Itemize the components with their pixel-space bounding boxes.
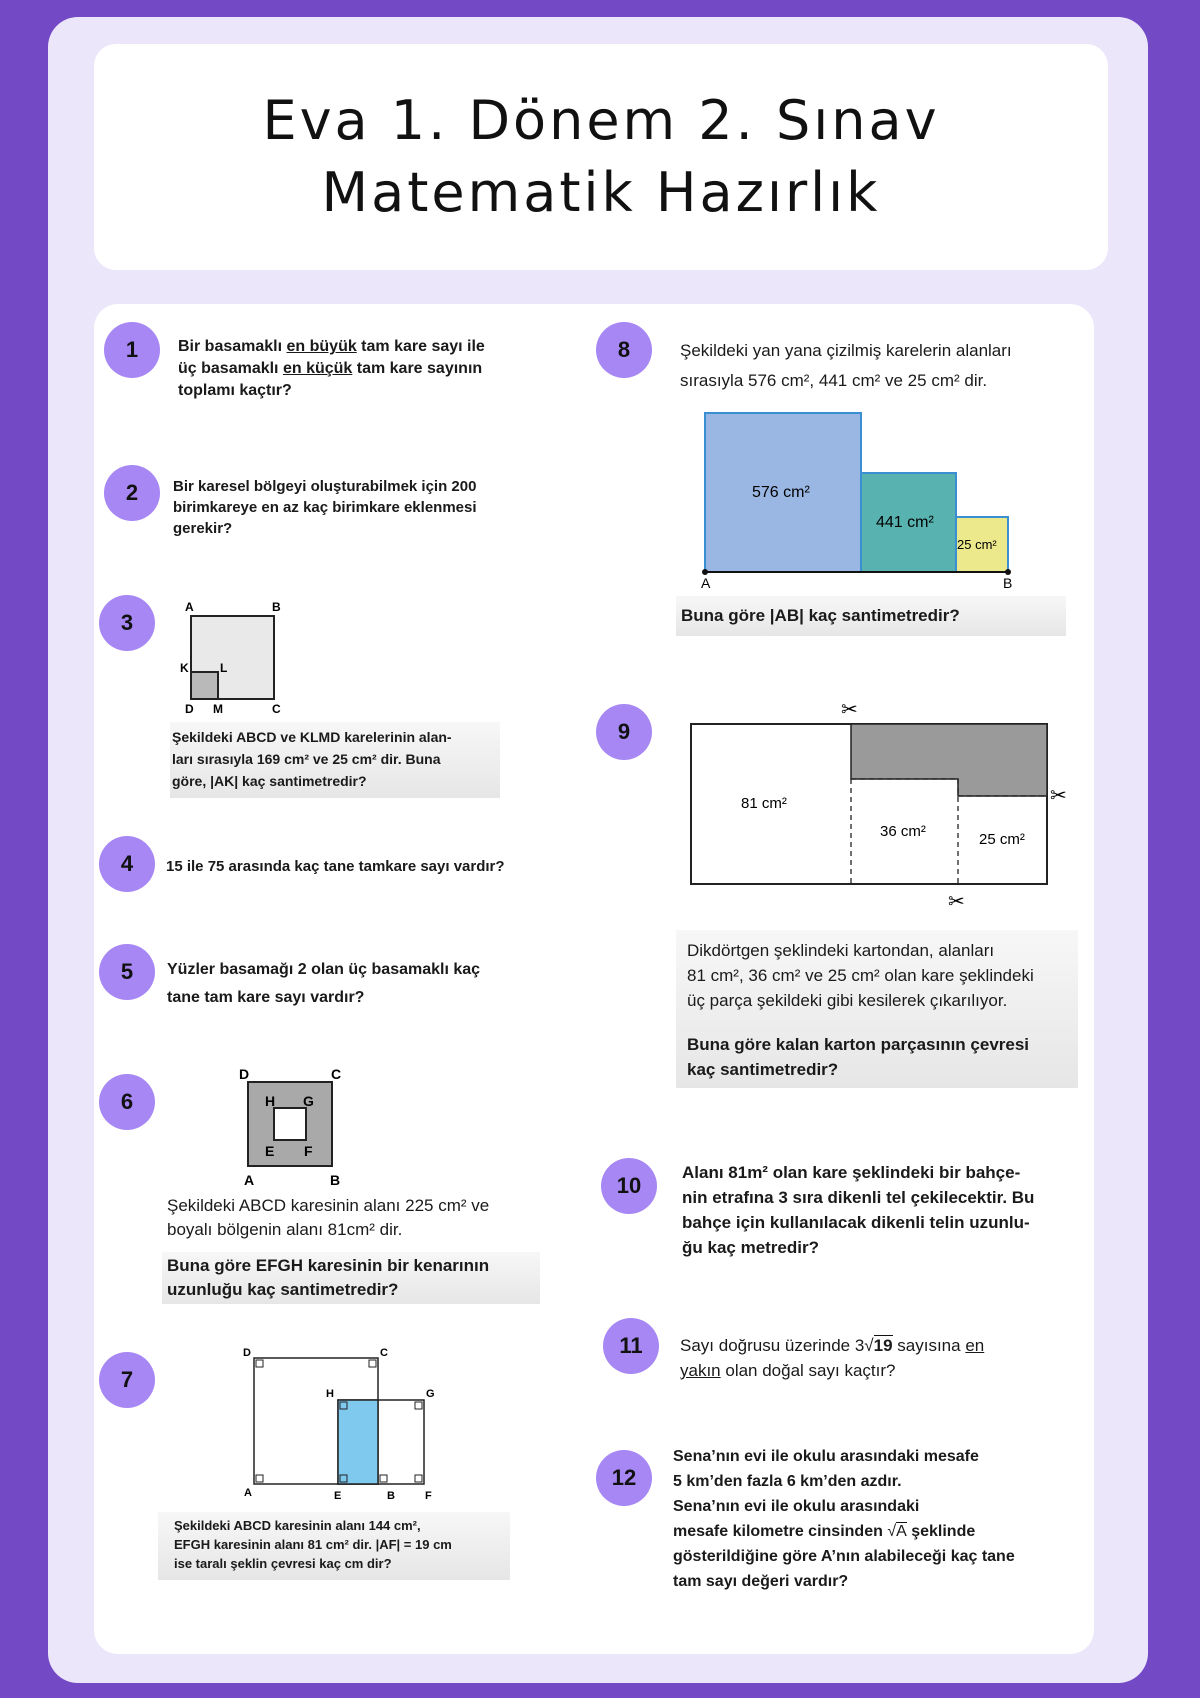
q6-label-G: G	[303, 1093, 314, 1109]
q3-label-K: K	[180, 661, 189, 675]
q7-line-1: Şekildeki ABCD karesinin alanı 144 cm²,	[174, 1518, 421, 1533]
q8-area-576: 576 cm²	[752, 484, 810, 501]
q7-label-H: H	[326, 1388, 334, 1400]
q3-line-1: Şekildeki ABCD ve KLMD karelerinin alan-	[172, 729, 452, 745]
q10-line-2: nin etrafına 3 sıra dikenli tel çekilecektir. Bu	[682, 1188, 1035, 1207]
question-number-1: 1	[104, 322, 160, 378]
question-number-9: 9	[596, 704, 652, 760]
q3-label-L: L	[220, 661, 228, 675]
q9-line-4: Buna göre kalan karton parçasının çevresi	[687, 1035, 1030, 1054]
question-7-text	[174, 1516, 452, 1573]
question-1-text	[178, 336, 485, 402]
q12-line-3: Sena’nın evi ile okulu arasındaki	[673, 1498, 920, 1515]
question-4-text: 15 ile 75 arasında kaç tane tamkare sayı vardır?	[166, 858, 505, 875]
scissors-icon: ✂	[1050, 785, 1067, 807]
question-9-text	[687, 938, 1034, 1013]
q7-label-E: E	[334, 1490, 342, 1502]
q6-line-3: Buna göre EFGH karesinin bir kenarının	[167, 1256, 490, 1275]
q11-underline-en: en	[965, 1336, 985, 1355]
q3-label-B: B	[272, 600, 281, 614]
question-number-2: 2	[104, 465, 160, 521]
q7-label-D: D	[243, 1347, 251, 1359]
q11-text-b: sayısına	[892, 1336, 966, 1355]
question-9-ask	[687, 1032, 1029, 1082]
q9-line-1: Dikdörtgen şeklindeki kartondan, alanları	[687, 941, 995, 960]
q12-line-2: 5 km’den fazla 6 km’den azdır.	[673, 1473, 902, 1490]
q7-line-2: EFGH karesinin alanı 81 cm² dir. |AF| = 19 cm	[174, 1537, 452, 1552]
q11-radicand: 19	[873, 1336, 893, 1355]
sqrt-icon: √	[887, 1523, 897, 1540]
q6-label-F: F	[304, 1143, 313, 1159]
q2-line-3: gerekir?	[173, 520, 233, 537]
q6-square-figure	[236, 1064, 348, 1188]
question-number-12: 12	[596, 1450, 652, 1506]
q9-area-81: 81 cm²	[741, 795, 787, 812]
question-number-10: 10	[601, 1158, 657, 1214]
q8-line-2: sırasıyla 576 cm², 441 cm² ve 25 cm² dir.	[680, 371, 988, 390]
title-card	[94, 44, 1108, 270]
q8-area-25: 25 cm²	[957, 537, 997, 552]
q6-label-E: E	[265, 1143, 275, 1159]
title-line-1: Eva 1. Dönem 2. Sınav	[262, 89, 940, 152]
question-2-text	[173, 476, 477, 539]
q3-label-M: M	[213, 702, 223, 716]
question-number-5: 5	[99, 944, 155, 1000]
q6-label-D: D	[239, 1066, 250, 1082]
q6-label-B: B	[330, 1172, 341, 1188]
q3-label-C: C	[272, 702, 281, 716]
question-12-text	[673, 1444, 1015, 1594]
question-number-7: 7	[99, 1352, 155, 1408]
q6-label-H: H	[265, 1093, 276, 1109]
q7-label-C: C	[380, 1347, 388, 1359]
q10-line-4: ğu kaç metredir?	[682, 1238, 819, 1257]
q7-label-A: A	[244, 1487, 252, 1499]
q11-text-a: Sayı doğrusu üzerinde 3	[680, 1336, 865, 1355]
q7-label-G: G	[426, 1388, 435, 1400]
question-number-6: 6	[99, 1074, 155, 1130]
q7-label-F: F	[425, 1490, 432, 1502]
q12-line-4b: şeklinde	[906, 1523, 976, 1540]
q3-label-D: D	[185, 702, 194, 716]
question-10-text	[682, 1160, 1034, 1260]
q3-square-figure	[176, 598, 286, 716]
q2-line-2: birimkareye en az kaç birimkare eklenmesi	[173, 499, 477, 516]
q9-line-5: kaç santimetredir?	[687, 1060, 839, 1079]
question-8-ask: Buna göre |AB| kaç santimetredir?	[681, 606, 960, 625]
q6-label-C: C	[331, 1066, 342, 1082]
q11-underline-yakin: yakın	[680, 1361, 721, 1380]
q1-text-a: Bir basamaklı	[178, 338, 287, 355]
q7-label-B: B	[387, 1490, 395, 1502]
q5-line-2: tane tam kare sayı vardır?	[167, 989, 365, 1006]
q10-line-1: Alanı 81m² olan kare şeklindeki bir bahçe-	[682, 1163, 1021, 1182]
question-11-text	[680, 1333, 984, 1383]
q11-text-e: olan doğal sayı kaçtır?	[720, 1361, 896, 1380]
q9-cardboard-figure	[686, 696, 1076, 916]
q6-line-4: uzunluğu kaç santimetredir?	[167, 1280, 399, 1299]
title-line-2: Matematik Hazırlık	[321, 161, 881, 224]
q9-area-25: 25 cm²	[979, 831, 1025, 848]
q12-line-6: tam sayı değeri vardır?	[673, 1573, 849, 1590]
q12-line-5: gösterildiğine göre A’nın alabileceği kaç tane	[673, 1548, 1015, 1565]
q7-squares-figure	[238, 1344, 440, 1506]
q6-line-1: Şekildeki ABCD karesinin alanı 225 cm² ve	[167, 1196, 490, 1215]
q6-line-2: boyalı bölgenin alanı 81cm² dir.	[167, 1220, 403, 1239]
q8-label-A: A	[701, 575, 711, 591]
q3-line-2: ları sırasıyla 169 cm² ve 25 cm² dir. Buna	[172, 751, 441, 767]
q12-line-1: Sena’nın evi ile okulu arasındaki mesafe	[673, 1448, 979, 1465]
question-6-text	[167, 1194, 489, 1242]
question-3-text	[172, 726, 452, 792]
q10-line-3: bahçe için kullanılacak dikenli telin uzunlu-	[682, 1213, 1030, 1232]
question-5-text	[167, 956, 480, 1012]
question-6-ask	[167, 1254, 489, 1302]
q5-line-1: Yüzler basamağı 2 olan üç basamaklı kaç	[167, 961, 481, 978]
question-number-3: 3	[99, 595, 155, 651]
q1-text-f: tam kare sayının	[352, 360, 483, 377]
q1-text-c: tam kare sayı ile	[356, 338, 485, 355]
scissors-icon: ✂	[948, 891, 965, 913]
q12-radicand: A	[896, 1523, 907, 1540]
q3-line-3: göre, |AK| kaç santimetredir?	[172, 773, 367, 789]
q9-line-2: 81 cm², 36 cm² ve 25 cm² olan kare şeklindeki	[687, 966, 1034, 985]
scissors-icon: ✂	[841, 699, 858, 721]
q9-area-36: 36 cm²	[880, 823, 926, 840]
q8-line-1: Şekildeki yan yana çizilmiş karelerin alanları	[680, 341, 1012, 360]
q12-line-4a: mesafe kilometre cinsinden	[673, 1523, 888, 1540]
q2-line-1: Bir karesel bölgeyi oluşturabilmek için 200	[173, 478, 477, 495]
q8-label-B: B	[1003, 575, 1013, 591]
q1-underline-1: en büyük	[286, 338, 357, 355]
q3-label-A: A	[185, 600, 194, 614]
sqrt-icon: √	[864, 1336, 874, 1355]
q7-line-3: ise taralı şeklin çevresi kaç cm dir?	[174, 1556, 392, 1571]
q9-line-3: üç parça şekildeki gibi kesilerek çıkarılıyor.	[687, 991, 1008, 1010]
q6-label-A: A	[244, 1172, 255, 1188]
q1-text-g: toplamı kaçtır?	[178, 382, 292, 399]
question-number-8: 8	[596, 322, 652, 378]
question-number-11: 11	[603, 1318, 659, 1374]
q1-text-d: üç basamaklı	[178, 360, 283, 377]
question-8-text	[680, 336, 1012, 396]
q8-area-441: 441 cm²	[876, 514, 934, 531]
q8-squares-figure	[690, 404, 1020, 594]
question-number-4: 4	[99, 836, 155, 892]
q1-underline-2: en küçük	[282, 360, 353, 377]
